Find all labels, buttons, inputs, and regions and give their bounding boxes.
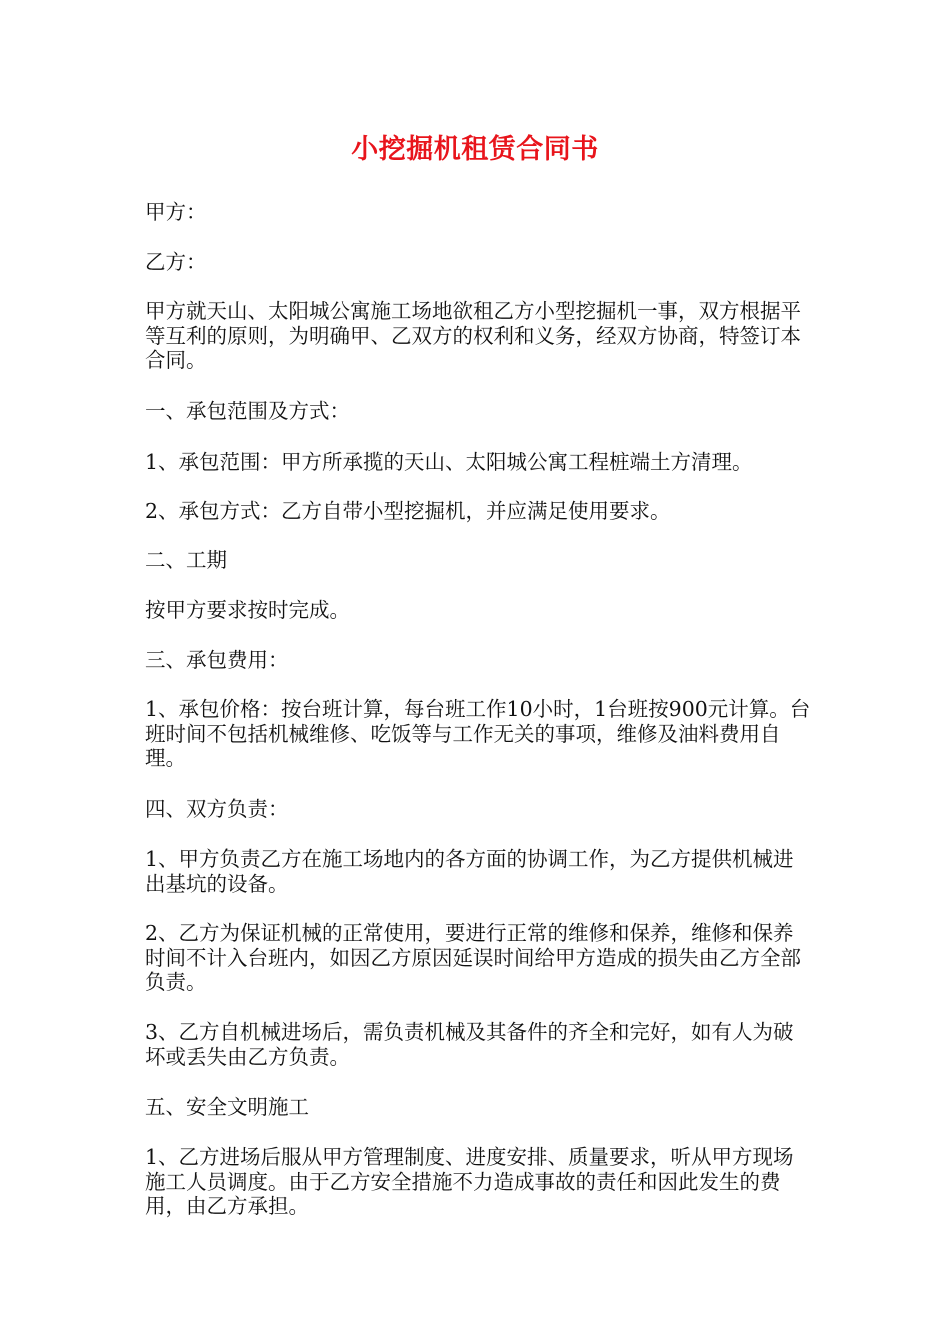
- clause-1-2: 2、承包方式：乙方自带小型挖掘机，并应满足使用要求。: [145, 499, 671, 523]
- clause-4-2: 2、乙方为保证机械的正常使用，要进行正常的维修和保养，维修和保养时间不计入台班内，如因乙方原因延误时间给甲方造成的损失由乙方全部负责。: [145, 921, 801, 994]
- clause-2-text: 按甲方要求按时完成。: [145, 598, 350, 622]
- preamble-paragraph: 甲方就天山、太阳城公寓施工场地欲租乙方小型挖掘机一事，双方根据平等互利的原则，为明确甲、乙双方的权利和义务，经双方协商，特签订本合同。: [145, 299, 801, 372]
- section-heading-4: 四、双方负责：: [145, 797, 289, 821]
- party-a-line: 甲方：: [145, 200, 207, 224]
- section-heading-5: 五、安全文明施工: [145, 1095, 309, 1119]
- section-heading-1: 一、承包范围及方式：: [145, 399, 350, 423]
- clause-4-1: 1、甲方负责乙方在施工场地内的各方面的协调工作，为乙方提供机械进出基坑的设备。: [145, 847, 794, 896]
- document-title: 小挖掘机租赁合同书: [351, 134, 599, 165]
- clause-3-1: 1、承包价格：按台班计算，每台班工作10小时，1台班按900元计算。台班时间不包括机械维修、吃饭等与工作无关的事项，维修及油料费用自理。: [145, 697, 811, 770]
- section-heading-2: 二、工期: [145, 548, 227, 572]
- clause-1-1: 1、承包范围：甲方所承揽的天山、太阳城公寓工程桩端土方清理。: [145, 450, 753, 474]
- clause-5-1: 1、乙方进场后服从甲方管理制度、进度安排、质量要求，听从甲方现场施工人员调度。由于乙方安全措施不力造成事故的责任和因此发生的费用，由乙方承担。: [145, 1145, 794, 1218]
- section-heading-3: 三、承包费用：: [145, 648, 289, 672]
- party-b-line: 乙方：: [145, 250, 207, 274]
- clause-4-3: 3、乙方自机械进场后，需负责机械及其备件的齐全和完好，如有人为破坏或丢失由乙方负责。: [145, 1020, 794, 1069]
